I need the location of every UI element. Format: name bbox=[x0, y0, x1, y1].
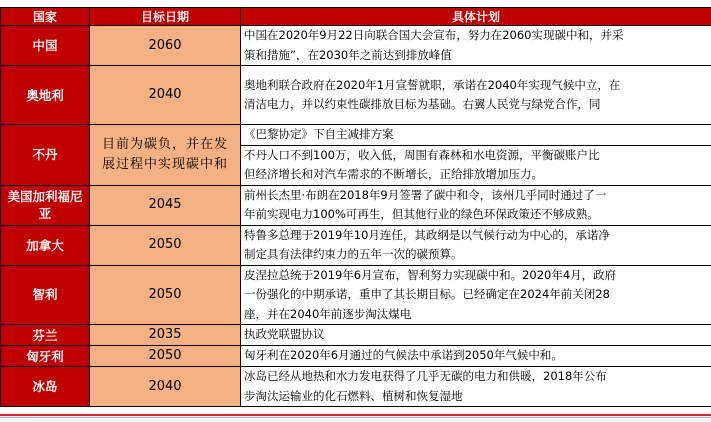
plan-line: 策和措施”，在2030年之前达到排放峰值 bbox=[244, 46, 711, 66]
plan-line: 座，并在2040年前逐步淘汰煤电 bbox=[244, 305, 711, 325]
plan-line: 一份强化的中期承诺，重申了其长期目标。已经确定在2024年前关闭28 bbox=[244, 285, 711, 305]
date-cell: 目前为碳负，并在发展过程中实现碳中和 bbox=[90, 125, 241, 186]
plan-line: 冰岛已经从地热和水力发电获得了几乎无碳的电力和供暖，2018年公布 bbox=[244, 367, 711, 387]
plan-cell bbox=[241, 125, 711, 146]
country-cell: 奥地利 bbox=[1, 66, 90, 125]
date-cell: 2040 bbox=[90, 367, 241, 407]
date-cell: 2060 bbox=[90, 26, 241, 66]
date-cell: 2050 bbox=[90, 346, 241, 367]
table-row bbox=[1, 325, 711, 346]
header-plan: 具体计划 bbox=[241, 8, 711, 26]
table-row bbox=[1, 66, 711, 125]
plan-line: 前州长杰里·布朗在2018年9月签署了碳中和令，该州几乎同时通过了一 bbox=[244, 186, 711, 206]
plan-line: 中国在2020年9月22日向联合国大会宣布，努力在2060实现碳中和，并采 bbox=[244, 26, 711, 46]
plan-line: 匈牙利在2020年6月通过的气候法中承诺到2050年气候中和。 bbox=[244, 346, 711, 366]
plan-cell bbox=[241, 66, 711, 125]
plan-line: 制定具有法律约束力的五年一次的碳预算。 bbox=[244, 245, 711, 265]
table-row bbox=[1, 265, 711, 325]
plan-line: 清洁电力，并以约束性碳排放目标为基础。右翼人民党与绿党合作，同 bbox=[244, 95, 711, 115]
bottom-rule bbox=[0, 414, 711, 416]
plan-cell bbox=[241, 26, 711, 66]
table-row bbox=[1, 346, 711, 367]
plan-cell bbox=[241, 225, 711, 265]
country-cell: 匈牙利 bbox=[1, 346, 90, 367]
country-cell: 美国加利福尼亚 bbox=[1, 185, 90, 225]
plan-cell bbox=[241, 185, 711, 225]
table-row bbox=[1, 185, 711, 225]
plan-line: 特鲁多总理于2019年10月连任，其政纲是以气候行动为中心的，承诺净 bbox=[244, 226, 711, 246]
plan-line: 皮涅拉总统于2019年6月宣布，智利努力实现碳中和。2020年4月，政府 bbox=[244, 266, 711, 286]
plan-cell bbox=[241, 325, 711, 346]
country-cell: 芬兰 bbox=[1, 325, 90, 346]
carbon-neutral-targets-table bbox=[0, 7, 711, 407]
plan-line: 但经济增长和对汽车需求的不断增长，正给排放增加压力。 bbox=[244, 165, 711, 185]
plan-cell bbox=[241, 346, 711, 367]
plan-cell bbox=[241, 145, 711, 185]
table-row bbox=[1, 125, 711, 146]
table-row bbox=[1, 225, 711, 265]
plan-line: 不丹人口不到100万，收入低，周围有森林和水电资源，平衡碳账户比 bbox=[244, 146, 711, 166]
date-cell: 2040 bbox=[90, 66, 241, 125]
table-row bbox=[1, 367, 711, 407]
date-cell: 2035 bbox=[90, 325, 241, 346]
header-row bbox=[1, 8, 711, 26]
table-row bbox=[1, 26, 711, 66]
plan-line: 年前实现电力100%可再生，但其他行业的绿色环保政策还不够成熟。 bbox=[244, 205, 711, 225]
plan-line: 步淘汰运输业的化石燃料、植树和恢复湿地 bbox=[244, 387, 711, 407]
country-cell: 不丹 bbox=[1, 125, 90, 186]
plan-cell bbox=[241, 367, 711, 407]
country-cell: 加拿大 bbox=[1, 225, 90, 265]
date-cell: 2045 bbox=[90, 185, 241, 225]
date-cell: 2050 bbox=[90, 265, 241, 325]
country-cell: 冰岛 bbox=[1, 367, 90, 407]
plan-line: 奥地利联合政府在2020年1月宣誓就职，承诺在2040年实现气候中立，在 bbox=[244, 76, 711, 96]
bottom-rule-thin bbox=[0, 417, 711, 418]
country-cell: 智利 bbox=[1, 265, 90, 325]
header-country: 国家 bbox=[1, 8, 90, 26]
plan-line: 《巴黎协定》下自主减排方案 bbox=[244, 125, 711, 145]
country-cell: 中国 bbox=[1, 26, 90, 66]
plan-line: 执政党联盟协议 bbox=[244, 325, 711, 345]
date-cell: 2050 bbox=[90, 225, 241, 265]
plan-cell bbox=[241, 265, 711, 325]
header-date: 目标日期 bbox=[90, 8, 241, 26]
